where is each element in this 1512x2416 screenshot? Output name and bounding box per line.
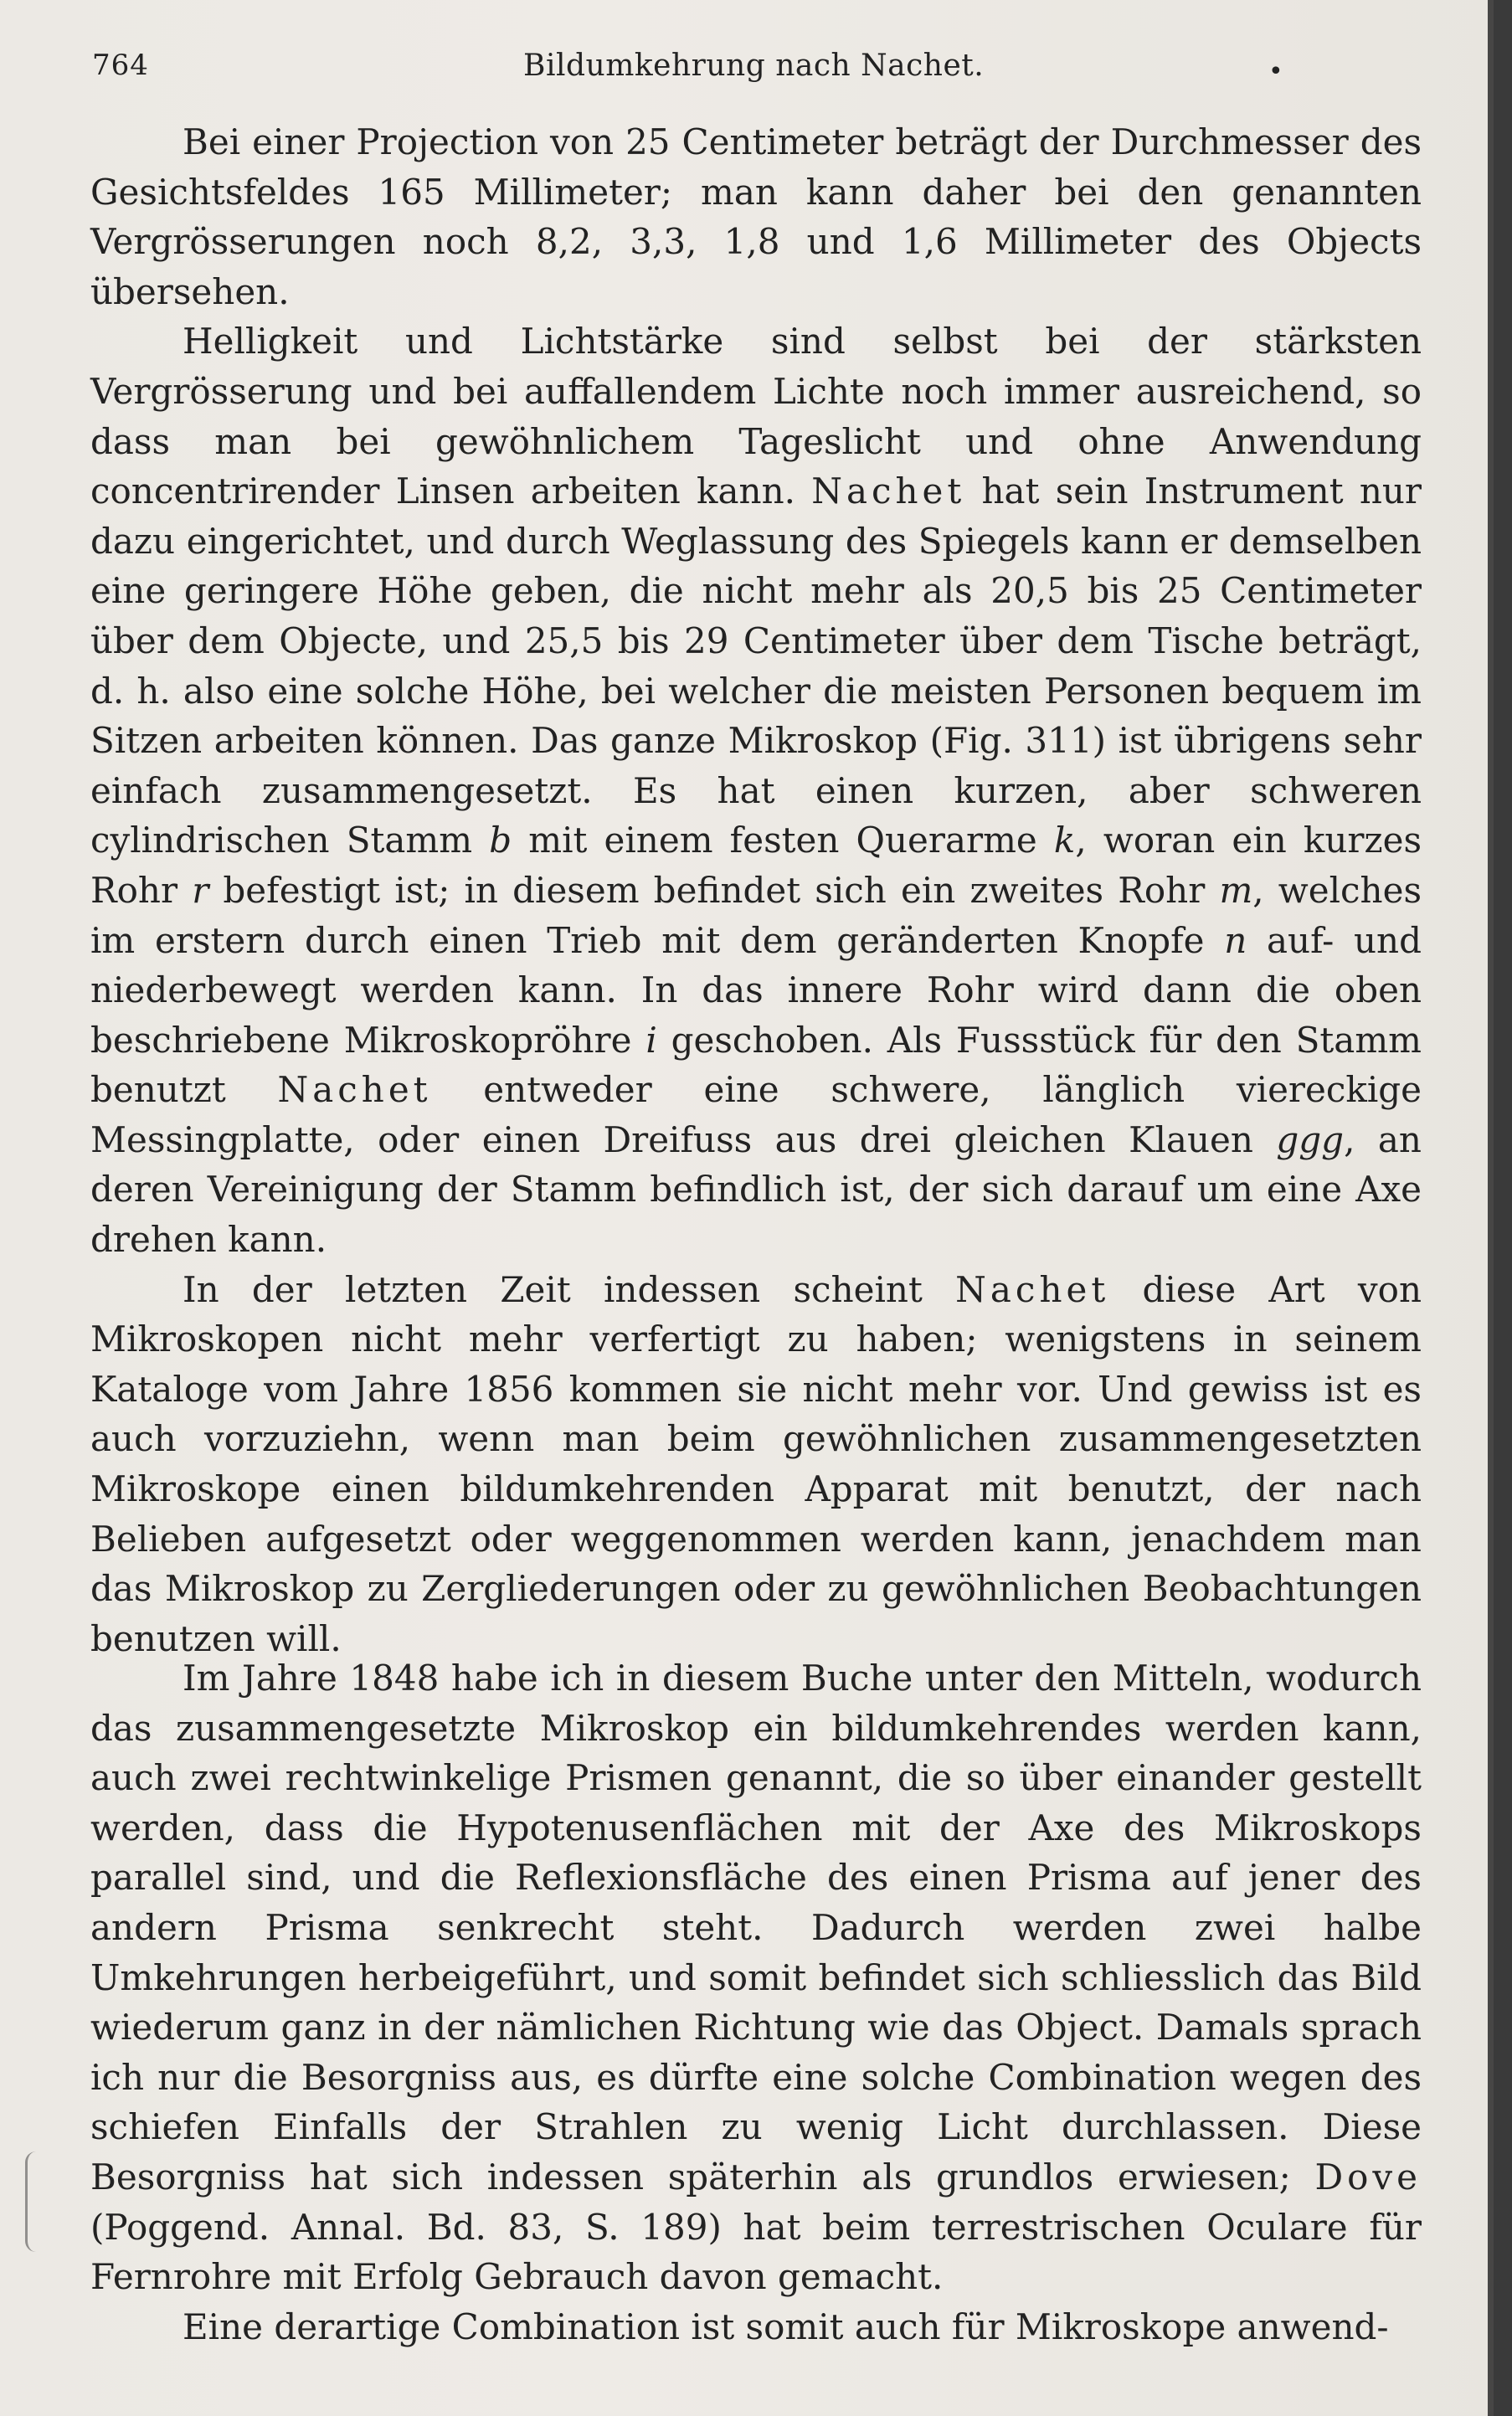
figure-label: i (645, 1019, 657, 1061)
p2-text: befestigt ist; in diesem befindet sich ein zweites Rohr (208, 869, 1220, 911)
figure-label: r (192, 869, 209, 911)
p2-text: Helligkeit und Lichtstärke sind selbst bei der stärksten Vergrösserung und bei auffallendem Lichte noch immer ausreichend, so dass man bei gewöhnlichem Tageslicht und ohne Anwendung concentrirender Linsen arbeiten kann. (90, 321, 1422, 512)
p2-text: entweder eine schwere, länglich viereckige Messingplatte, oder einen Dreifuss aus drei gleichen Klauen (90, 1069, 1422, 1160)
text-section-1 (90, 117, 1422, 1663)
p2-text: auf- und niederbewegt werden kann. In das innere Rohr wird dann die oben beschriebene Mikroskopröhre (90, 919, 1422, 1061)
figure-label: ggg (1276, 1118, 1345, 1160)
page-edge-rule (1488, 0, 1494, 2416)
author-name: Nachet (955, 1268, 1110, 1310)
figure-label: n (1224, 919, 1247, 961)
margin-bracket-mark (25, 2151, 36, 2252)
paragraph-5: Eine derartige Combination ist somit auch für Mikroskope anwend- (183, 2305, 1389, 2347)
figure-label: m (1219, 869, 1253, 911)
p3-text: In der letzten Zeit indessen scheint (183, 1268, 956, 1310)
paragraph-4 (90, 1653, 1422, 2302)
figure-label: b (489, 820, 512, 861)
page-number: 764 (92, 49, 149, 82)
paragraph-2 (90, 316, 1422, 1264)
running-head: Bildumkehrung nach Nachet. (523, 49, 985, 83)
p4-text: (Poggend. Annal. Bd. 83, S. 189) hat beim terrestrischen Oculare für Fernrohre mit Erfolg Gebrauch davon gemacht. (90, 2206, 1422, 2298)
p2-text: , welches im erstern durch einen Trieb mit dem geränderten Knopfe (90, 869, 1422, 961)
p2-text: mit einem festen Querarme (512, 820, 1054, 861)
p2-text: , woran ein kurzes Rohr (90, 820, 1422, 911)
page-edge-shadow (1494, 0, 1512, 2416)
author-name: Dove (1314, 2156, 1422, 2198)
p2-text: hat sein Instrument nur dazu eingerichtet, und durch Weglassung des Spiegels kann er demselben eine geringere Höhe geben, die nicht mehr als 20,5 bis 25 Centimeter über dem Objecte, und 25,5 bis 29 Centimeter über dem Tische beträgt, d. h. also eine solche Höhe, bei welcher die meisten Personen bequem im Sitzen arbeiten können. Das ganze Mikroskop (Fig. 311) ist übrigens sehr einfach zusammengesetzt. Es hat einen kurzen, aber schweren cylindrischen Stamm (90, 470, 1422, 861)
p3-text: diese Art von Mikroskopen nicht mehr verfertigt zu haben; wenigstens in seinem Kataloge vom Jahre 1856 kommen sie nicht mehr vor. Und gewiss ist es auch vorzuziehn, wenn man beim gewöhnlichen zusammengesetzten Mikroskope einen bildumkehrenden Apparat mit benutzt, der nach Belieben aufgesetzt oder weggenommen werden kann, jenachdem man das Mikroskop zu Zergliederungen oder zu gewöhnlichen Beobachtungen benutzen will. (90, 1268, 1422, 1659)
paragraph-3 (90, 1265, 1422, 1664)
p2-text: , an deren Vereinigung der Stamm befindlich ist, der sich darauf um eine Axe drehen kann. (90, 1118, 1422, 1261)
paragraph-1: Bei einer Projection von 25 Centimeter beträgt der Durchmesser des Gesichtsfeldes 165 Millimeter; man kann daher bei den genannten Vergrösserungen noch 8,2, 3,3, 1,8 und 1,6 Millimeter des Objects übersehen. (90, 121, 1422, 312)
p4-text: Im Jahre 1848 habe ich in diesem Buche unter den Mitteln, wodurch das zusammengesetzte Mikroskop ein bildumkehrendes werden kann, auch zwei rechtwinkelige Prismen genannt, die so über einander gestellt werden, dass die Hypotenusenflächen mit der Axe des Mikroskops parallel sind, und die Reflexionsfläche des einen Prisma auf jener des andern Prisma senkrecht steht. Dadurch werden zwei halbe Umkehrungen herbeigeführt, und somit befindet sich schliesslich das Bild wiederum ganz in der nämlichen Richtung wie das Object. Damals sprach ich nur die Besorgniss aus, es dürfte eine solche Combination wegen des schiefen Einfalls der Strahlen zu wenig Licht durchlassen. Diese Besorgniss hat sich indessen späterhin als grundlos erwiesen; (90, 1658, 1422, 2198)
page-header (92, 49, 1423, 99)
figure-label: k (1053, 820, 1076, 861)
header-mark: • (1268, 57, 1283, 86)
author-name: Nachet (811, 470, 966, 512)
text-section-2 (90, 1653, 1422, 2352)
p2-text: geschoben. Als Fussstück für den Stamm benutzt (90, 1019, 1422, 1111)
author-name: Nachet (277, 1069, 432, 1111)
